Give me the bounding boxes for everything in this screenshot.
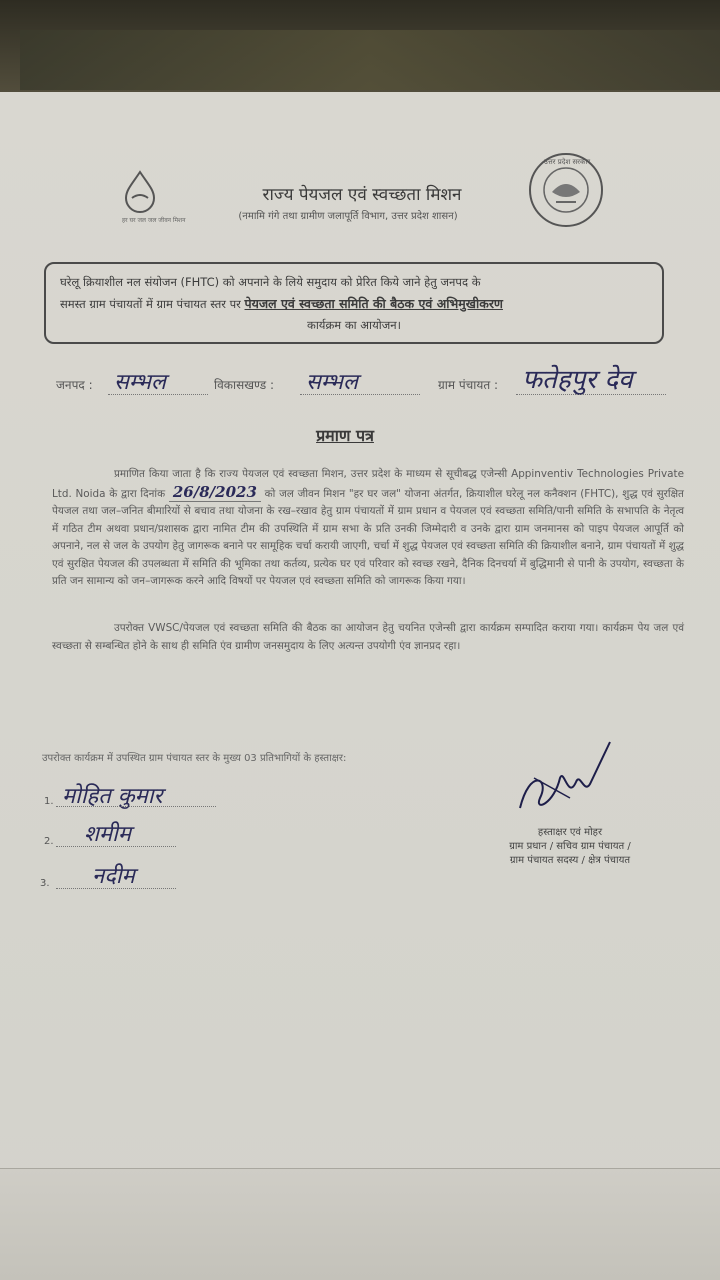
block-dotline [300,394,420,395]
emblem-seal-icon [520,152,612,230]
event-line-2 [60,293,648,315]
district-label: जनपद : [56,378,93,392]
background-fold [20,30,720,90]
panchayat-value: फतेहपुर देव [522,365,633,395]
participant-1-number: 1. [44,796,54,807]
paragraph-1-start: प्रमाणित किया जाता है कि राज्य पेयजल एवं स्वच्छता मिशन, उत्तर प्रदेश के माध्यम से सूचीबद्ध एजेन्सी Appinventiv Technologies Private Ltd. Noida के द्वारा दिनांक [52,468,684,500]
participant-1-signature: मोहित कुमार [62,784,163,809]
mission-title: राज्य पेयजल एवं स्वच्छता मिशन [262,185,462,205]
signatory-line-2: ग्राम प्रधान / सचिव ग्राम पंचायत / [509,841,631,852]
participant-3-number: 3. [40,878,50,889]
block-label: विकासखण्ड : [214,378,275,392]
certificate-paragraph-2: उपरोक्त VWSC/पेयजल एवं स्वच्छता समिति की बैठक का आयोजन हेतु चयनित एजेन्सी द्वारा कार्यक्रम सम्पादित कराया गया। कार्यक्रम पेय जल एवं स्वच्छता से सम्बन्धित होने के साथ ही समिति एंव ग्रामीण जनसमुदाय के लिए अत्यन्त उपयोगी एंव ज्ञानप्रद रहा। [52,622,684,652]
participant-3-dotline [56,888,176,889]
participant-1-dotline [56,806,216,807]
pradhan-signature [510,738,620,828]
up-government-emblem [520,152,612,230]
participant-2-dotline [56,846,176,847]
signatory-line-3: ग्राम पंचायत सदस्य / क्षेत्र पंचायत [509,855,631,866]
event-line-2-text: समस्त ग्राम पंचायतों में ग्राम पंचायत स्तर पर [60,297,245,311]
event-line-3: कार्यक्रम का आयोजन। [307,318,401,332]
participant-3-signature: नदीम [92,864,135,889]
logo-caption: हर घर जल जल जीवन मिशन [122,217,186,224]
lower-sheet [0,1169,720,1280]
emblem-caption: उत्तर प्रदेश सरकार [544,158,591,166]
certificate-title: प्रमाण पत्र [316,426,374,445]
participant-2-number: 2. [44,836,54,847]
signature-scribble-icon [510,738,620,828]
event-line-1: घरेलू क्रियाशील नल संयोजन (FHTC) को अपनाने के लिये समुदाय को प्रेरित किये जाने हेतु जनपद के [60,275,481,289]
panchayat-label: ग्राम पंचायत : [438,378,499,392]
paragraph-1-rest: को जल जीवन मिशन "हर घर जल" योजना अंतर्गत, क्रियाशील घरेलू नल कनैक्शन (FHTC), शुद्ध एवं सुरक्षित पेयजल तथा जल–जनित बीमारियों से बचाव तथा योजना के रख–रखाव हेतु ग्राम पंचायतों में ग्राम प्रधान व पेयजल एवं स्वच्छता समिति/पानी समिति के सभापति के नेतृत्व में गठित टीम अथवा प्रधान/प्रशासक द्वारा नामित टीम की उपस्थिति में ग्राम सभा के प्रति उनकी जिम्मेदारी व उनके द्वारा ग्राम जनमानस को पाइप पेयजल आपूर्ति को अपनाने, नल से जल के उपयोग हेतु जागरूक बनाने पर सामूहिक चर्चा करायी जाएगी, चर्चा में शुद्ध पेयजल एवं स्वच्छता समिति की क्रियाशील बनाने, ग्राम पंचायतों में शुद्ध एवं सुरक्षित पेयजल की उपलब्धता में समिति की भूमिका तथा कर्तव्य, प्रत्येक घर एवं परिवार को स्वच्छ रखने, दैनिक दिनचर्या में बुद्धिमानी से पानी के उपयोग, स्वच्छता के प्रति जन सामान्य को जन–जागरूक करने आदि विषयों पर पेयजल एवं स्वच्छता समिति को जागरूक किया गया। [52,487,684,587]
participant-2-signature: शमीम [84,822,131,847]
certificate-paragraph-1 [52,466,684,591]
event-line-2-emphasis: पेयजल एवं स्वच्छता समिति की बैठक एवं अभिमुखीकरण [244,296,503,311]
water-drop-icon [118,168,186,232]
har-ghar-jal-logo [118,168,186,232]
program-date: 26/8/2023 [169,483,261,502]
block-value: सम्भल [306,370,358,395]
participants-intro: उपरोक्त कार्यक्रम में उपस्थित ग्राम पंचायत स्तर के मुख्य 03 प्रतिभागियों के हस्ताक्षर: [42,753,347,764]
signatory-block [470,826,670,868]
signatory-line-1: हस्ताक्षर एवं मोहर [537,827,603,838]
event-description-box [44,262,664,344]
district-value: सम्भल [114,370,166,395]
panchayat-dotline [516,394,666,395]
district-dotline [108,394,208,395]
mission-subtitle: (नमामि गंगे तथा ग्रामीण जलापूर्ति विभाग, उत्तर प्रदेश शासन) [238,211,458,222]
